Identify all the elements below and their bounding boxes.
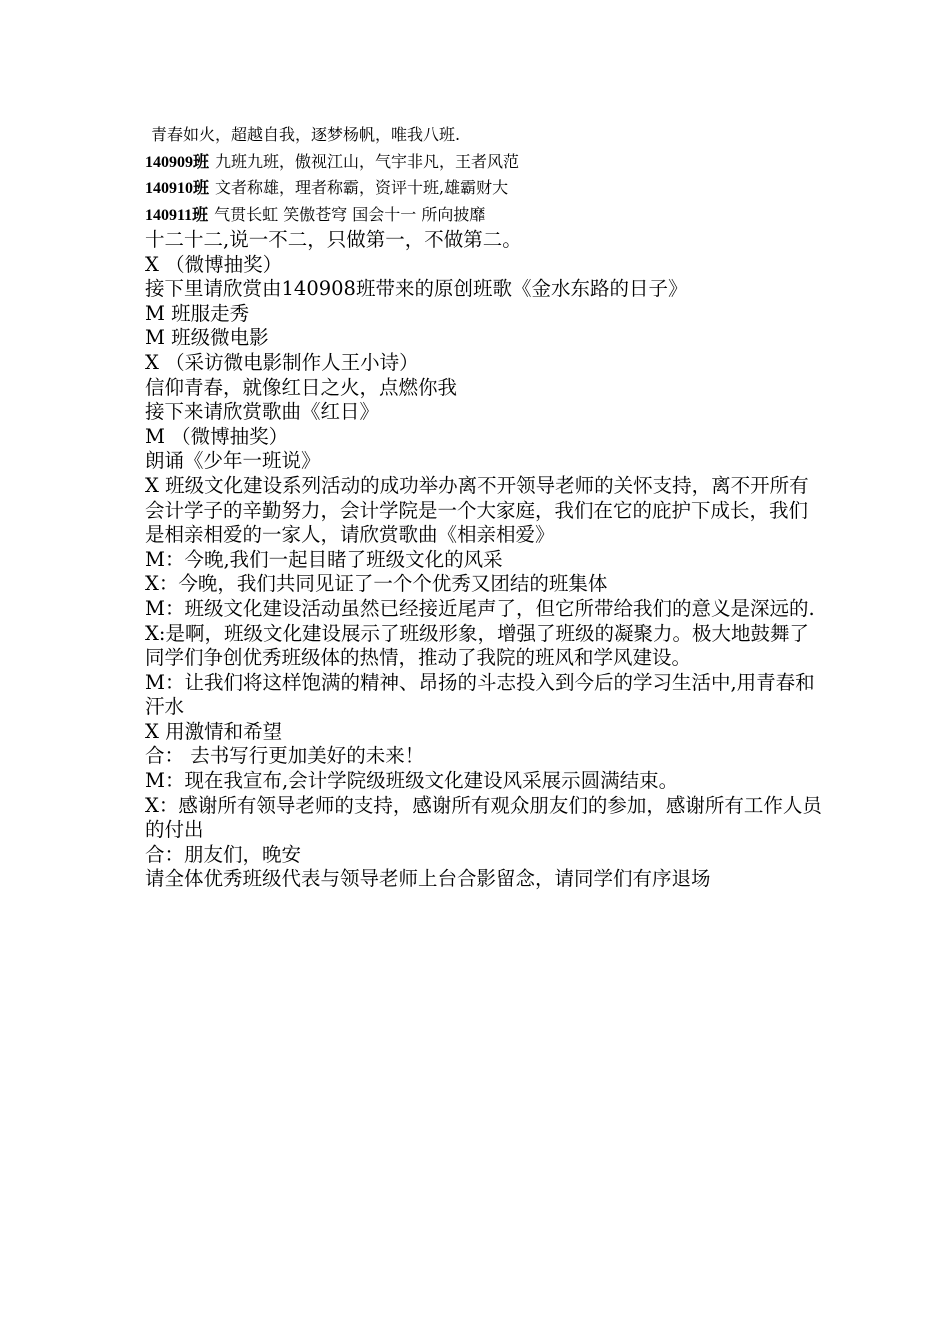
script-line: X 班级文化建设系列活动的成功举办离不开领导老师的关怀支持，离不开所有会计学子的辛勤努力，会计学院是一个大家庭，我们在它的庇护下成长，我们是相亲相爱的一家人，请欣赏歌曲《相亲相爱》 [145,473,809,547]
script-line: M：今晚,我们一起目睹了班级文化的风采 [145,547,503,571]
script-line: X：今晚，我们共同见证了一个个优秀又团结的班集体 [145,572,608,596]
script-line: X：感谢所有领导老师的支持，感谢所有观众朋友们的参加，感谢所有工作人员的付出 [145,793,822,842]
text-line [145,122,825,149]
script-line: 十二十二,说一不二，只做第一，不做第二。 [145,228,522,251]
script-line: X （采访微电影制作人王小诗） [145,350,419,374]
script-line: M：让我们将这样饱满的精神、昂扬的斗志投入到今后的学习生活中,用青春和汗水 [145,670,815,719]
text-line [145,149,825,176]
slogan-text: 青春如火，超越自我，逐梦杨帆，唯我八班. [151,125,461,144]
slogan-text: 文者称雄，理者称霸，资评十班,雄霸财大 [215,178,509,197]
text-line [145,202,825,229]
slogan-text: 气贯长虹 笑傲苍穹 国会十一 所向披靡 [214,204,486,224]
script-line: 接下来请欣赏歌曲《红日》 [145,400,380,424]
script-line: 合：朋友们，晚安 [145,842,302,866]
script-line: 接下里请欣赏由140908班带来的原创班歌《金水东路的日子》 [145,277,688,301]
script-line: M：班级文化建设活动虽然已经接近尾声了，但它所带给我们的意义是深远的. [145,596,815,620]
script-line: X （微博抽奖） [145,252,283,276]
class-number: 140911班 [145,206,209,224]
script-line: X:是啊，班级文化建设展示了班级形象，增强了班级的凝聚力。极大地鼓舞了同学们争创优秀班级体的热情，推动了我院的班风和学风建设。 [145,621,809,670]
script-line: 请全体优秀班级代表与领导老师上台合影留念，请同学们有序退场 [145,867,711,891]
script-line: X 用激情和希望 [145,719,283,743]
script-line: M：现在我宣布,会计学院级班级文化建设风采展示圆满结束。 [145,769,679,793]
class-number: 140910班 [145,180,210,197]
script-line: 朗诵《少年一班说》 [145,449,321,473]
script-line: M 班服走秀 [145,301,250,325]
script-line: 信仰青春，就像红日之火，点燃你我 [145,375,458,399]
script-line: M （微博抽奖） [145,424,289,448]
text-line [145,175,825,202]
slogan-text: 九班九班，傲视江山，气宇非凡，王者风范 [215,151,520,171]
class-number: 140909班 [145,153,210,171]
script-line: M 班级微电影 [145,326,269,350]
document-body [145,122,825,892]
script-line: 合： 去书写行更加美好的未来！ [145,744,425,768]
